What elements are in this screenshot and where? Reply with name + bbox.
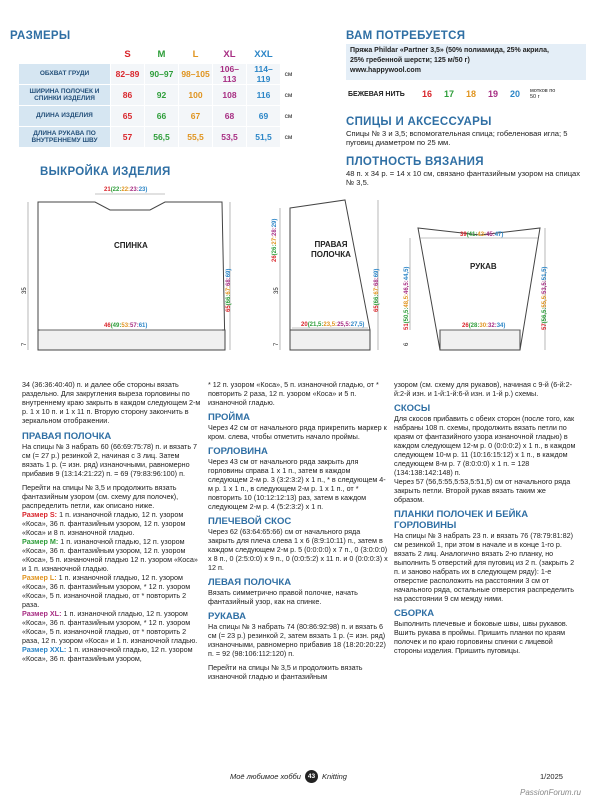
cell: 116 <box>247 85 281 106</box>
yarn-count: 18 <box>465 89 476 99</box>
right-front-title: ПРАВАЯ ПОЛОЧКА <box>22 431 112 442</box>
cell: 55,5 <box>179 127 213 148</box>
cell: 53,5 <box>213 127 247 148</box>
size-header: L <box>179 46 213 64</box>
cell: 66 <box>145 106 179 127</box>
tools-text: Спицы № 3 и 3,5; вспомогательная спица; гобеленовая игла; 5 пуговиц диаметром по 25 мм. <box>346 129 568 147</box>
col1-intro: 34 (36:36:40:40) п. и далее обе стороны вязать раздельно. Для закругления выреза горловины по внутреннему краю закрыть в каждом следующем 2-м р. 1 х 10 п. и 1 х 11 п. Вторую сторону закончить в зеркальном отображении. <box>22 380 201 425</box>
size-header: M <box>145 46 179 64</box>
tools-title: СПИЦЫ И АКСЕССУАРЫ <box>346 116 492 128</box>
shoulder-text: Через 62 (63:64:65:66) см от начального ряда закрыть для плеча слева 1 х 6 (8:9:10:11) п., затем в каждом следующем 2-м р. 5 (0:0:0:0) х 7 п., 0 (3:0:0:0) х 8 п., 0 (2:5:0:0) х 9 п., 0 (0:0:5:2) х 11 п. и 0 (0:0:0:3) х 12 п. <box>208 527 388 572</box>
column-2 <box>208 380 388 681</box>
back-low-dim: 7 <box>22 342 28 346</box>
size-header: XL <box>213 46 247 64</box>
front-right-dim: 65(66:67:68:69) <box>374 268 380 312</box>
size-header: XXL <box>247 46 281 64</box>
armhole-title: ПРОЙМА <box>208 412 251 423</box>
yarn-line: 25% гребенной шерсти; 125 м/50 г) <box>350 57 470 64</box>
yarn-count: 20 <box>509 89 520 99</box>
cell: 51,5 <box>247 127 281 148</box>
unit: см <box>281 85 297 106</box>
density-title: ПЛОТНОСТЬ ВЯЗАНИЯ <box>346 156 484 168</box>
yarn-count: 16 <box>421 89 432 99</box>
band-title: ПЛАНКИ ПОЛОЧЕК И БЕЙКА ГОРЛОВИНЫ <box>394 509 529 531</box>
yarn-count: 17 <box>443 89 454 99</box>
column-3 <box>394 380 578 655</box>
cell: 65 <box>111 106 145 127</box>
sleeve-rib <box>440 330 520 350</box>
column-1: 34 (36:36:40:40) п. и далее обе стороны вязать раздельно. Для закругления выреза горловины по внутреннему краю закрыть в каждом следующем 2-м р. 1 х 10 п. и 1 х 11 п. Вторую сторону закончить в зеркальном отображении. ПРАВАЯ ПОЛОЧКА На спицы № 3 набрать 60 (66:69:75:78) п. и вязать 7 см (= 27 р.) резинкой 2, начиная с 3 лиц. Затем вязать 1 р. (= изн. ряд) изнаночными, равномерно прибавив 9 (13:14:21:22) п. = 69 (79:83:96:100) п. Перейти на спицы № 3,5 и продолжить вязать фантазийным узором (см. схему для полочек), распределить петли, как описано ниже. Размер S: 1 п. изнаночной гладью, 12 п. узором «Коса», 36 п. фантазийным узором, 12 п. узором «Коса» и 8 п. изнаночной гладью. Размер M: 1 п. изнаночной гладью, 12 п. узором «Коса», 36 п. фантазийным узором, 12 п. узором «Коса», 5 п. изнаночной гладью 12 п. узором «Коса» и 1 п. изнаночной гладью. Размер L: 1 п. изнаночной гладью, 12 п. узором «Коса», 36 п. фантазийным узором, * 12 п. узором «Коса», 5 п. изнаночной гладью, от * повторить 2 раза. Размер XL: 1 п. изнаночной гладью, 12 п. узором «Коса», 36 п. фантазийным узором, * 12 п. узором «Коса», 5 п. изнаночной гладью, от * повторить 2 раза, 12 п. узором «Коса» и 1 п. изнаночной гладью. Размер XXL: 1 п. изнаночной гладью, 12 п. узором «Коса», 36 п. фантазийным узором, <box>22 380 201 663</box>
row-label: ШИРИНА ПОЛОЧЕК И СПИНКИ ИЗДЕЛИЯ <box>19 85 111 106</box>
neck-text: Через 43 см от начального ряда закрыть для горловины справа 1 х 1 п., затем в каждом следующем 2-м р. 3 (3:2:3:2) х 1 п., * в следующем 4-м р. 1 х 1 п., в следующем 2-м р. 1 х 1 п., от * повторить 10 (10:12:12:13) раз, затем в каждом следующем 2-м р. 4 (5:2:3:2) х 1 п. <box>208 457 386 511</box>
cell: 69 <box>247 106 281 127</box>
front-low-dim: 7 <box>274 342 280 346</box>
assembly-title: СБОРКА <box>394 608 435 619</box>
sleeve-low-dim: 6 <box>404 342 410 346</box>
bevel-end: Через 57 (56,5:55,5:53,5:51,5) см от начального ряда закрыть петли. Второй рукав вязать таким же образом. <box>394 477 571 504</box>
footer <box>230 770 347 783</box>
cell: 92 <box>145 85 179 106</box>
yarn-count: 19 <box>487 89 498 99</box>
magazine-subtitle: Knitting <box>321 772 347 781</box>
go-text: Перейти на спицы № 3,5 и продолжить вязать фантазийным узором (см. схему для полочек), распределить петли, как описано ниже. <box>22 483 179 510</box>
sleeve-top-dim: 39(41:43:45:47) <box>460 232 504 238</box>
front-left-dim: 26(26:27:28:29) <box>272 218 278 262</box>
back-label: СПИНКА <box>114 241 148 250</box>
front-bottom-dim: 20(21,5:23,5:25,5:27,5) <box>301 322 365 328</box>
cell: 100 <box>179 85 213 106</box>
bevel-text: Для скосов прибавить с обеих сторон (после того, как набраны 108 п. схемы, продолжить вязать петли по краям от фантазийного узора изнаночной гладью) в каждом следующем 12-м р. 0 (0:0:0:2) х 1 п., в каждом следующем 10-м р. 11 (10:16:15:12) х 1 п., в каждом следующем 8-м р. 7 (8:0:0:0) х 1 п. = 128 (134:138:142:148) п. <box>394 414 576 477</box>
row-label: ОБХВАТ ГРУДИ <box>19 64 111 85</box>
watermark: PassionForum.ru <box>520 788 581 797</box>
bevel-title: СКОСЫ <box>394 403 431 414</box>
cell: 106–113 <box>213 64 247 85</box>
sleeve-left-dim: 51(50,5:48,5:46,5:44,5) <box>404 266 410 330</box>
shoulder-title: ПЛЕЧЕВОЙ СКОС <box>208 516 292 527</box>
left-front-title: ЛЕВАЯ ПОЛОЧКА <box>208 577 292 588</box>
front-rib <box>290 330 370 350</box>
row-label: ДЛИНА РУКАВА ПО ВНУТРЕННЕМУ ШВУ <box>19 127 111 148</box>
cell: 98–105 <box>179 64 213 85</box>
need-title: ВАМ ПОТРЕБУЕТСЯ <box>346 30 466 42</box>
right-front-text: На спицы № 3 набрать 60 (66:69:75:78) п. и вязать 7 см (= 27 р.) резинкой 2, начиная с 3 лиц. Затем вязать 1 р. (= изн. ряд) изнаночными, равномерно прибавив 9 (13:14:21:22) п. = 69 (79:83:96:100) п. <box>22 442 198 478</box>
back-top-dim: 21(22:22:23:23) <box>104 187 148 193</box>
cell: 108 <box>213 85 247 106</box>
unit: см <box>281 127 297 148</box>
yarn-line: Пряжа Phildar «Partner 3,5» (50% полиамида, 25% акрила, <box>350 47 549 54</box>
cell: 56,5 <box>145 127 179 148</box>
unit: см <box>281 106 297 127</box>
sleeves-text: На спицы № 3 набрать 74 (80:86:92:98) п. и вязать 6 см (= 23 р.) резинкой 2, затем вязать 1 р. (= изн. ряд) изнаночными, равномерно прибавив 18 (18:20:20:22) п. = 92 (98:106:112:120) п. <box>208 622 386 658</box>
yarn-label: БЕЖЕВАЯ НИТЬ <box>348 90 405 98</box>
col3-top: узором (см. схему для рукавов), начиная с 9-й (6-й:2-й:2-й изн. и 1-й:1-й:6-й изн. и 1-й р.) схемы. <box>394 380 573 398</box>
density-text: 48 п. х 34 р. = 14 х 10 см, связано фантазийным узором на спицах № 3,5. <box>346 169 581 187</box>
cell: 67 <box>179 106 213 127</box>
yarn-row <box>346 84 586 104</box>
cell: 86 <box>111 85 145 106</box>
sleeve-bottom-dim: 26(28:30:32:34) <box>462 323 506 329</box>
front-mid-dim: 35 <box>274 287 280 294</box>
sizes-table <box>18 45 297 148</box>
magazine-name: Моё любимое хобби <box>230 772 301 781</box>
pattern-title: ВЫКРОЙКА ИЗДЕЛИЯ <box>40 166 171 178</box>
neck-title: ГОРЛОВИНА <box>208 446 268 457</box>
back-mid-dim: 35 <box>22 287 28 294</box>
cell: 114–119 <box>247 64 281 85</box>
sleeves-go: Перейти на спицы № 3,5 и продолжить вязать изнаночной гладью и фантазийным <box>208 663 363 681</box>
sleeve-label: РУКАВ <box>470 262 497 271</box>
sleeve-right-dim: 57(56,5:55,5:53,5:51,5) <box>542 266 548 330</box>
back-bottom-dim: 46(49:53:57:61) <box>104 323 148 329</box>
left-front-text: Вязать симметрично правой полочке, начать фантазийный узор, как на спинке. <box>208 588 358 606</box>
cell: 82–89 <box>111 64 145 85</box>
sleeves-title: РУКАВА <box>208 611 247 622</box>
cell: 90–97 <box>145 64 179 85</box>
size-header: S <box>111 46 145 64</box>
col2-top: * 12 п. узором «Коса», 5 п. изнаночной гладью, от * повторить 2 раза, 12 п. узором «Коса» и 5 п. изнаночной гладью. <box>208 380 379 407</box>
row-label: ДЛИНА ИЗДЕЛИЯ <box>19 106 111 127</box>
band-text: На спицы № 3 набрать 23 п. и вязать 76 (78:79:81:82) см резинкой 1, при этом в начале и в конце 1-го р. вязать 2 лиц. Аналогично вязать 2-ю планку, но выполнить 5 отверстий для пуговиц из 2 п. (закрыть 2 п. и заново набрать их в следующем ряду): 1-е отверстие расположить на расстоянии 3 см от начального ряда, остальные отверстия распределить на расстоянии 9 см между ними. <box>394 531 575 603</box>
back-rib <box>38 330 225 350</box>
cell: 57 <box>111 127 145 148</box>
page-number: 43 <box>305 770 318 783</box>
back-right-dim: 65(66:67:68:69) <box>226 268 232 312</box>
assembly-text: Выполнить плечевые и боковые швы, швы рукавов. Вшить рукава в проймы. Пришить планки по краям полочек и по краю горловины спинки с лицевой стороны изделия. Пришить пуговицы. <box>394 619 568 655</box>
unit: см <box>281 64 297 85</box>
sizes-title: РАЗМЕРЫ <box>10 30 71 42</box>
front-label: ПРАВАЯ ПОЛОЧКА <box>311 240 351 259</box>
armhole-text: Через 42 см от начального ряда прикрепить маркер к кром. слева, чтобы отметить начало проймы. <box>208 423 387 441</box>
cell: 68 <box>213 106 247 127</box>
yarn-unit: мотков по 50 г <box>530 87 556 100</box>
yarn-link: www.happywool.com <box>350 67 421 74</box>
pattern-diagram <box>0 180 597 370</box>
yarn-box <box>346 44 586 80</box>
issue: 1/2025 <box>540 772 563 781</box>
